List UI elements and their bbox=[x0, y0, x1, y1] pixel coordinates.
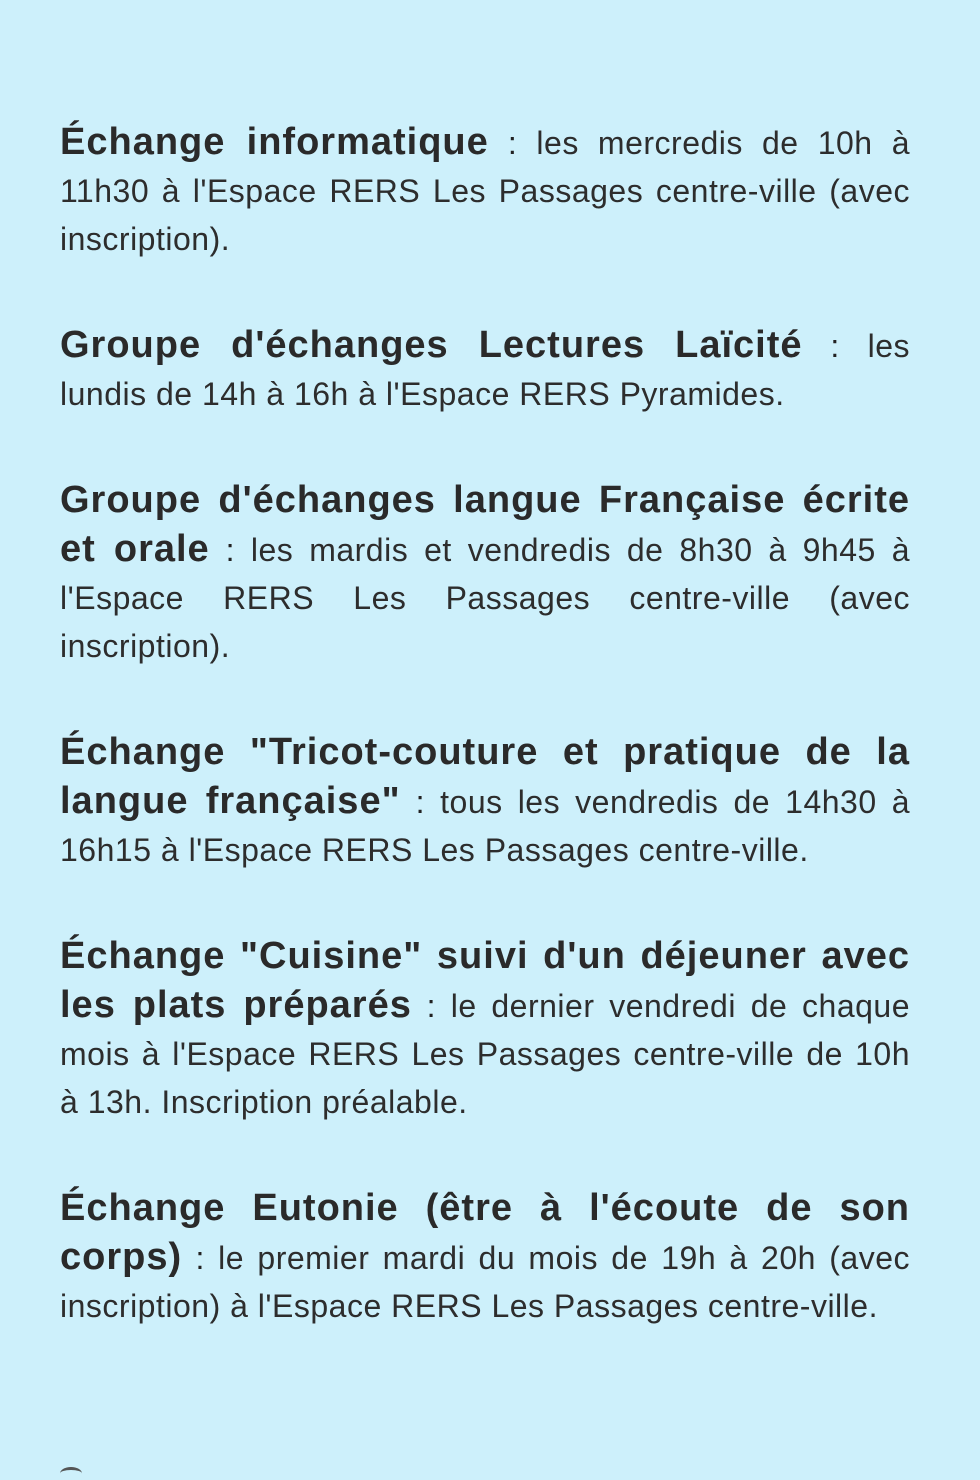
entry-tricot-couture bbox=[60, 728, 910, 874]
entry-eutonie bbox=[60, 1184, 910, 1330]
entry-separator: : bbox=[411, 988, 451, 1024]
entry-title: Groupe d'échanges Lectures Laïcité bbox=[60, 324, 803, 366]
entry-description: le dernier vendredi de chaque mois à l'Espace RERS Les Passages centre-ville de 10h à 13h. Inscription préalable. bbox=[60, 988, 910, 1120]
entry-title: Échange "Tricot-couture et pratique de la langue française" bbox=[60, 731, 910, 822]
entry-langue-francaise bbox=[60, 476, 910, 670]
entry-title: Échange Eutonie (être à l'écoute de son corps) bbox=[60, 1187, 910, 1278]
entry-lectures-laicite bbox=[60, 321, 910, 418]
entry-title: Groupe d'échanges langue Française écrite et orale bbox=[60, 479, 910, 570]
entry-separator: : bbox=[488, 125, 537, 161]
entry-title: Échange informatique bbox=[60, 121, 489, 163]
entry-informatique bbox=[60, 118, 910, 263]
entry-description: les mercredis de 10h à 11h30 à l'Espace RERS Les Passages centre-ville (avec inscription). bbox=[60, 125, 911, 257]
entry-separator: : bbox=[209, 532, 251, 568]
entry-title: Échange "Cuisine" suivi d'un déjeuner avec les plats préparés bbox=[60, 935, 910, 1026]
entry-cuisine bbox=[60, 932, 910, 1126]
entry-description: tous les vendredis de 14h30 à 16h15 à l'Espace RERS Les Passages centre-ville. bbox=[60, 784, 911, 868]
entry-separator: : bbox=[182, 1240, 219, 1276]
entry-description: les mardis et vendredis de 8h30 à 9h45 à l'Espace RERS Les Passages centre-ville (avec inscription). bbox=[60, 532, 911, 664]
entry-description: les lundis de 14h à 16h à l'Espace RERS Pyramides. bbox=[60, 328, 911, 412]
entry-separator: : bbox=[802, 328, 868, 364]
entry-description: le premier mardi du mois de 19h à 20h (avec inscription) à l'Espace RERS Les Passages centre-ville. bbox=[60, 1240, 911, 1324]
entry-separator: : bbox=[400, 784, 441, 820]
